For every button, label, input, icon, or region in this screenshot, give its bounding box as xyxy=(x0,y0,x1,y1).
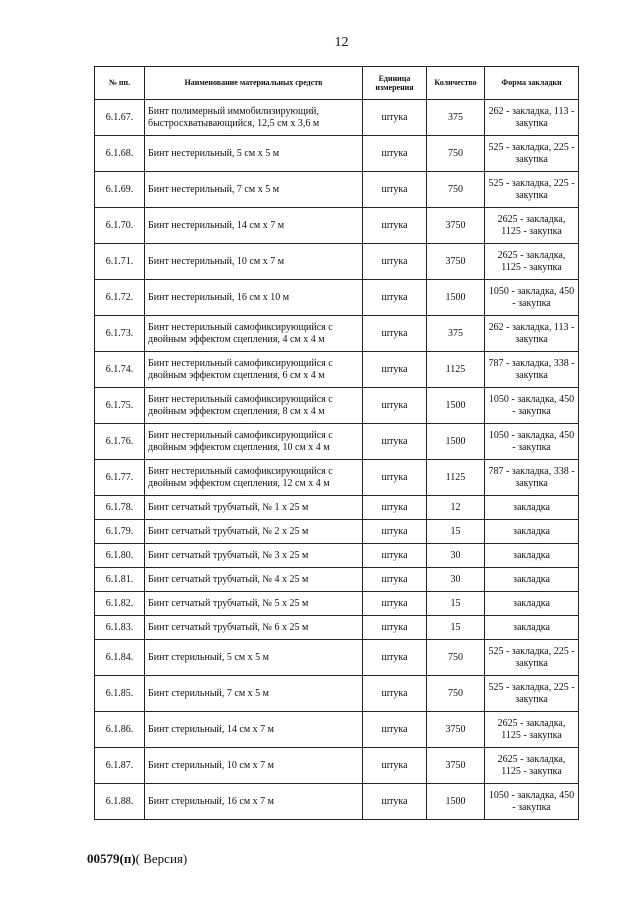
cell-name: Бинт сетчатый трубчатый, № 5 х 25 м xyxy=(145,592,363,616)
table-row xyxy=(95,388,579,424)
table-row xyxy=(95,520,579,544)
cell-form: закладка xyxy=(485,592,579,616)
cell-qty: 15 xyxy=(427,592,485,616)
table-header-row xyxy=(95,67,579,100)
cell-num: 6.1.84. xyxy=(95,640,145,676)
cell-num: 6.1.79. xyxy=(95,520,145,544)
cell-num: 6.1.68. xyxy=(95,136,145,172)
table-row xyxy=(95,592,579,616)
cell-unit: штука xyxy=(363,388,427,424)
table-row xyxy=(95,424,579,460)
cell-form: 1050 - закладка, 450 - закупка xyxy=(485,784,579,820)
cell-num: 6.1.72. xyxy=(95,280,145,316)
cell-name: Бинт полимерный иммобилизирующий, быстросхватывающийся, 12,5 см х 3,6 м xyxy=(145,100,363,136)
cell-name: Бинт сетчатый трубчатый, № 6 х 25 м xyxy=(145,616,363,640)
cell-name: Бинт сетчатый трубчатый, № 3 х 25 м xyxy=(145,544,363,568)
cell-name: Бинт сетчатый трубчатый, № 1 х 25 м xyxy=(145,496,363,520)
cell-unit: штука xyxy=(363,616,427,640)
cell-unit: штука xyxy=(363,640,427,676)
cell-qty: 1125 xyxy=(427,460,485,496)
cell-num: 6.1.69. xyxy=(95,172,145,208)
cell-num: 6.1.85. xyxy=(95,676,145,712)
cell-form: 787 - закладка, 338 - закупка xyxy=(485,352,579,388)
cell-name: Бинт нестерильный, 10 см х 7 м xyxy=(145,244,363,280)
footer xyxy=(87,851,187,867)
cell-unit: штука xyxy=(363,496,427,520)
cell-unit: штука xyxy=(363,136,427,172)
cell-qty: 15 xyxy=(427,520,485,544)
cell-form: 2625 - закладка, 1125 - закупка xyxy=(485,712,579,748)
cell-form: 1050 - закладка, 450 - закупка xyxy=(485,388,579,424)
cell-unit: штука xyxy=(363,100,427,136)
cell-num: 6.1.73. xyxy=(95,316,145,352)
cell-name: Бинт нестерильный самофиксирующийся с двойным эффектом сцепления, 12 см х 4 м xyxy=(145,460,363,496)
cell-form: 525 - закладка, 225 - закупка xyxy=(485,676,579,712)
page-number: 12 xyxy=(334,35,349,50)
cell-unit: штука xyxy=(363,568,427,592)
cell-qty: 12 xyxy=(427,496,485,520)
cell-form: 2625 - закладка, 1125 - закупка xyxy=(485,748,579,784)
cell-num: 6.1.83. xyxy=(95,616,145,640)
header-qty: Количество xyxy=(427,67,485,100)
cell-num: 6.1.76. xyxy=(95,424,145,460)
cell-qty: 1500 xyxy=(427,388,485,424)
table-body xyxy=(95,100,579,820)
cell-unit: штука xyxy=(363,712,427,748)
table-row xyxy=(95,244,579,280)
cell-num: 6.1.71. xyxy=(95,244,145,280)
cell-form: 1050 - закладка, 450 - закупка xyxy=(485,424,579,460)
cell-unit: штука xyxy=(363,172,427,208)
cell-name: Бинт стерильный, 7 см х 5 м xyxy=(145,676,363,712)
cell-num: 6.1.70. xyxy=(95,208,145,244)
cell-num: 6.1.81. xyxy=(95,568,145,592)
cell-num: 6.1.78. xyxy=(95,496,145,520)
table-row xyxy=(95,616,579,640)
cell-form: 262 - закладка, 113 - закупка xyxy=(485,100,579,136)
cell-form: закладка xyxy=(485,520,579,544)
cell-name: Бинт нестерильный, 5 см х 5 м xyxy=(145,136,363,172)
cell-qty: 750 xyxy=(427,136,485,172)
cell-name: Бинт стерильный, 14 см х 7 м xyxy=(145,712,363,748)
cell-num: 6.1.87. xyxy=(95,748,145,784)
table-row xyxy=(95,676,579,712)
cell-qty: 1500 xyxy=(427,424,485,460)
table-row xyxy=(95,544,579,568)
cell-name: Бинт стерильный, 5 см х 5 м xyxy=(145,640,363,676)
table-row xyxy=(95,568,579,592)
header-name: Наименование материальных средств xyxy=(145,67,363,100)
cell-unit: штука xyxy=(363,424,427,460)
cell-unit: штука xyxy=(363,544,427,568)
cell-num: 6.1.80. xyxy=(95,544,145,568)
table-row xyxy=(95,280,579,316)
cell-qty: 3750 xyxy=(427,712,485,748)
cell-form: 262 - закладка, 113 - закупка xyxy=(485,316,579,352)
cell-name: Бинт нестерильный, 7 см х 5 м xyxy=(145,172,363,208)
table-row xyxy=(95,172,579,208)
cell-qty: 3750 xyxy=(427,244,485,280)
cell-name: Бинт нестерильный, 16 см х 10 м xyxy=(145,280,363,316)
cell-unit: штука xyxy=(363,280,427,316)
cell-unit: штука xyxy=(363,208,427,244)
cell-num: 6.1.77. xyxy=(95,460,145,496)
table-row xyxy=(95,784,579,820)
header-unit: Единица измерения xyxy=(363,67,427,100)
cell-name: Бинт нестерильный, 14 см х 7 м xyxy=(145,208,363,244)
cell-qty: 3750 xyxy=(427,208,485,244)
cell-form: 2625 - закладка, 1125 - закупка xyxy=(485,208,579,244)
cell-form: закладка xyxy=(485,544,579,568)
table-row xyxy=(95,640,579,676)
cell-qty: 30 xyxy=(427,544,485,568)
table-row xyxy=(95,136,579,172)
cell-form: закладка xyxy=(485,568,579,592)
cell-num: 6.1.82. xyxy=(95,592,145,616)
cell-qty: 1125 xyxy=(427,352,485,388)
table-row xyxy=(95,316,579,352)
cell-num: 6.1.75. xyxy=(95,388,145,424)
cell-unit: штука xyxy=(363,520,427,544)
header-form: Форма закладки xyxy=(485,67,579,100)
cell-name: Бинт стерильный, 16 см х 7 м xyxy=(145,784,363,820)
table-row xyxy=(95,100,579,136)
cell-form: 525 - закладка, 225 - закупка xyxy=(485,172,579,208)
cell-qty: 30 xyxy=(427,568,485,592)
cell-qty: 1500 xyxy=(427,784,485,820)
cell-num: 6.1.88. xyxy=(95,784,145,820)
cell-num: 6.1.74. xyxy=(95,352,145,388)
table-row xyxy=(95,496,579,520)
cell-num: 6.1.67. xyxy=(95,100,145,136)
table-row xyxy=(95,352,579,388)
cell-form: 787 - закладка, 338 - закупка xyxy=(485,460,579,496)
document-code: 00579(п) xyxy=(87,851,136,866)
cell-form: 2625 - закладка, 1125 - закупка xyxy=(485,244,579,280)
cell-unit: штука xyxy=(363,316,427,352)
cell-unit: штука xyxy=(363,352,427,388)
table-row xyxy=(95,712,579,748)
cell-name: Бинт нестерильный самофиксирующийся с двойным эффектом сцепления, 8 см х 4 м xyxy=(145,388,363,424)
header-num: № пп. xyxy=(95,67,145,100)
table-row xyxy=(95,208,579,244)
cell-unit: штука xyxy=(363,592,427,616)
cell-form: 1050 - закладка, 450 - закупка xyxy=(485,280,579,316)
cell-name: Бинт нестерильный самофиксирующийся с двойным эффектом сцепления, 4 см х 4 м xyxy=(145,316,363,352)
cell-qty: 1500 xyxy=(427,280,485,316)
cell-unit: штука xyxy=(363,460,427,496)
cell-unit: штука xyxy=(363,748,427,784)
cell-name: Бинт сетчатый трубчатый, № 4 х 25 м xyxy=(145,568,363,592)
cell-form: закладка xyxy=(485,616,579,640)
cell-name: Бинт нестерильный самофиксирующийся с двойным эффектом сцепления, 10 см х 4 м xyxy=(145,424,363,460)
cell-name: Бинт стерильный, 10 см х 7 м xyxy=(145,748,363,784)
table-row xyxy=(95,748,579,784)
cell-qty: 750 xyxy=(427,172,485,208)
cell-num: 6.1.86. xyxy=(95,712,145,748)
cell-qty: 375 xyxy=(427,100,485,136)
cell-unit: штука xyxy=(363,244,427,280)
cell-unit: штука xyxy=(363,784,427,820)
cell-unit: штука xyxy=(363,676,427,712)
cell-qty: 750 xyxy=(427,676,485,712)
cell-qty: 3750 xyxy=(427,748,485,784)
cell-qty: 750 xyxy=(427,640,485,676)
cell-qty: 375 xyxy=(427,316,485,352)
table-row xyxy=(95,460,579,496)
cell-name: Бинт нестерильный самофиксирующийся с двойным эффектом сцепления, 6 см х 4 м xyxy=(145,352,363,388)
cell-form: 525 - закладка, 225 - закупка xyxy=(485,136,579,172)
document-version: ( Версия) xyxy=(135,851,188,866)
cell-name: Бинт сетчатый трубчатый, № 2 х 25 м xyxy=(145,520,363,544)
materials-table xyxy=(94,66,579,820)
cell-qty: 15 xyxy=(427,616,485,640)
cell-form: 525 - закладка, 225 - закупка xyxy=(485,640,579,676)
cell-form: закладка xyxy=(485,496,579,520)
